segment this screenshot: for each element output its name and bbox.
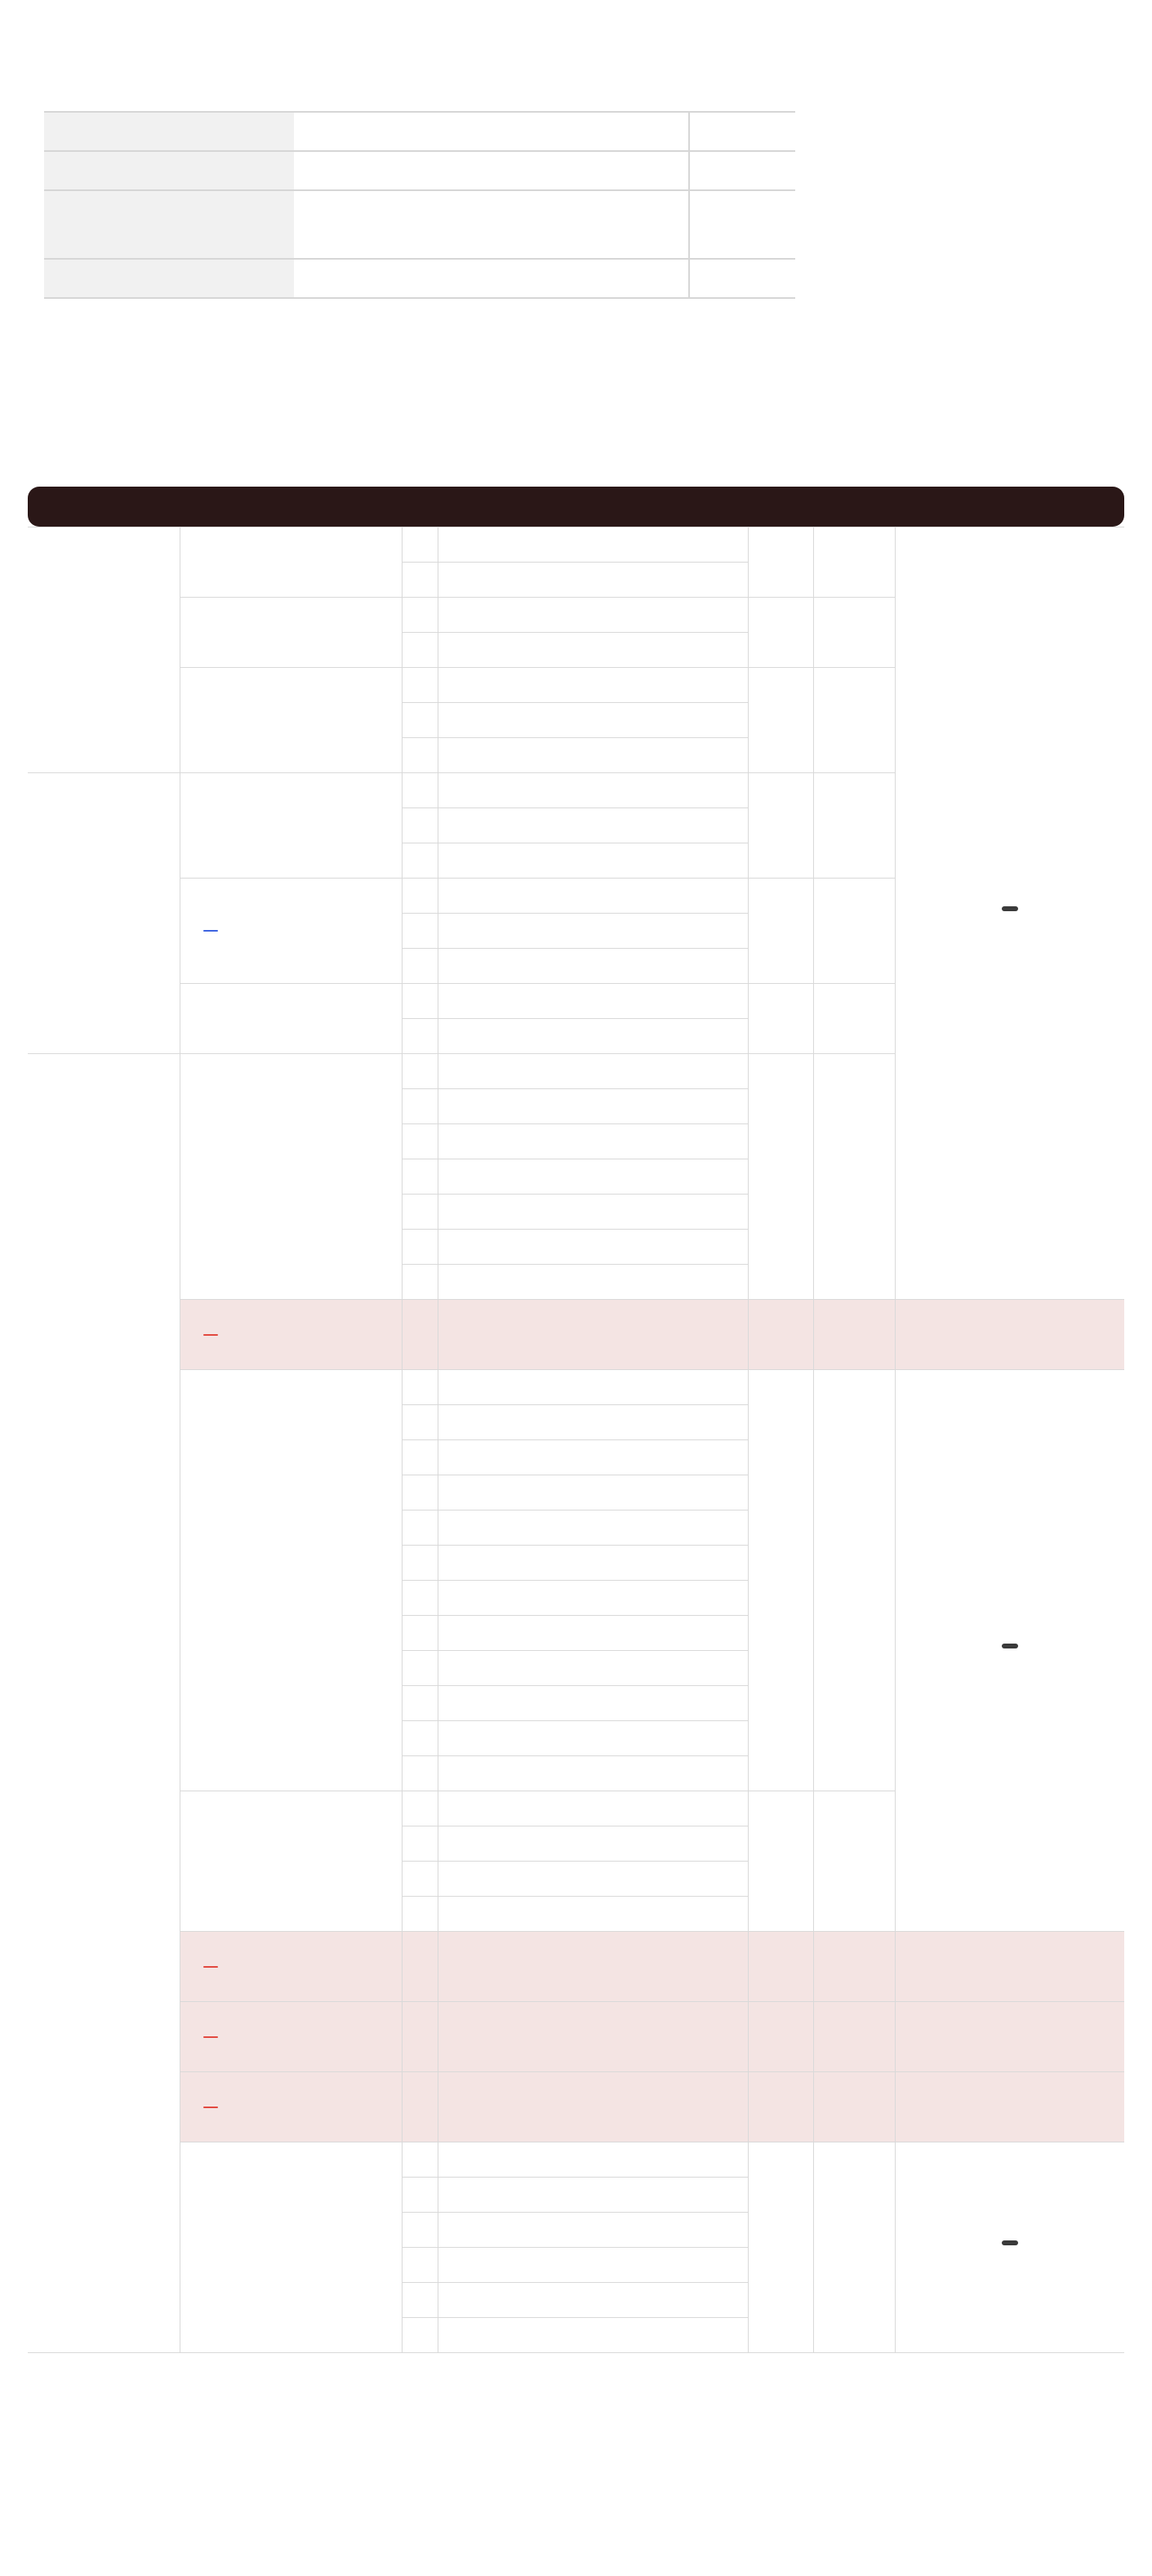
lecture-number-line (197, 2036, 402, 2038)
session-detail (438, 2178, 748, 2213)
session-detail (438, 1230, 748, 1265)
session-detail (438, 1089, 748, 1124)
session-number (402, 703, 438, 738)
session-detail (438, 1721, 748, 1756)
session-number (402, 1019, 438, 1054)
lecture-cell (180, 1300, 402, 1370)
instructor-cell (748, 879, 813, 984)
zoom-topic-cell (294, 259, 689, 298)
session-number (402, 843, 438, 879)
session-number (402, 1089, 438, 1124)
session-detail (438, 1651, 748, 1686)
lecture-number-line (197, 2107, 402, 2108)
session-number (402, 1651, 438, 1686)
recommended-badge (1002, 1644, 1018, 1648)
zoom-date-cell (44, 112, 294, 151)
recommended-date-cell (895, 527, 1124, 1300)
format-cell (813, 1054, 895, 1300)
instructor-cell (748, 773, 813, 879)
session-detail (438, 808, 748, 843)
curriculum-row (28, 1932, 1124, 2002)
instructor-cell (748, 2072, 813, 2142)
lecture-cell (180, 2142, 402, 2353)
session-number (402, 1265, 438, 1300)
session-detail (438, 949, 748, 984)
session-number (402, 1616, 438, 1651)
live-date-cell (895, 2002, 1124, 2072)
session-number (402, 1405, 438, 1440)
session-number (402, 527, 438, 563)
format-cell (813, 2072, 895, 2142)
zoom-row (44, 112, 795, 151)
session-number (402, 2248, 438, 2283)
session-detail (438, 1300, 748, 1370)
zoom-topic-cell (294, 151, 689, 190)
session-detail (438, 1405, 748, 1440)
session-detail (438, 563, 748, 598)
session-number (402, 1756, 438, 1791)
session-number (402, 1440, 438, 1475)
session-detail (438, 598, 748, 633)
session-number (402, 1932, 438, 2002)
live-badge (203, 2036, 218, 2038)
session-detail (438, 1546, 748, 1581)
session-number (402, 1546, 438, 1581)
instructor-cell (748, 984, 813, 1054)
session-number (402, 1791, 438, 1826)
session-detail (438, 633, 748, 668)
session-detail (438, 1195, 748, 1230)
header-detail (438, 487, 748, 527)
format-cell (813, 2002, 895, 2072)
instructor-cell (748, 1054, 813, 1300)
session-number (402, 2283, 438, 2318)
live-badge (203, 1334, 218, 1336)
curriculum-header (28, 487, 1124, 527)
format-cell (813, 598, 895, 668)
lecture-cell (180, 668, 402, 773)
format-cell (813, 1300, 895, 1370)
lecture-number-line (197, 1334, 402, 1336)
session-number (402, 808, 438, 843)
session-detail (438, 1159, 748, 1195)
session-detail (438, 914, 748, 949)
session-number (402, 1862, 438, 1897)
session-detail (438, 2002, 748, 2072)
session-number (402, 668, 438, 703)
format-cell (813, 1370, 895, 1791)
session-detail (438, 1897, 748, 1932)
zoom-topic-cell (294, 112, 689, 151)
subject-cell (28, 1054, 180, 2353)
zoom-row (44, 151, 795, 190)
curriculum-row (28, 2142, 1124, 2178)
session-detail (438, 1510, 748, 1546)
live-date-cell (895, 1932, 1124, 2002)
live-badge (203, 2107, 218, 2108)
zoom-instructor-cell (689, 151, 795, 190)
format-cell (813, 2142, 895, 2353)
session-number (402, 1510, 438, 1546)
session-detail (438, 1019, 748, 1054)
session-detail (438, 1791, 748, 1826)
session-number (402, 1159, 438, 1195)
curriculum-row (28, 2072, 1124, 2142)
zoom-date-cell (44, 259, 294, 298)
header-session (402, 487, 438, 527)
lecture-cell (180, 1054, 402, 1300)
session-detail (438, 2318, 748, 2353)
session-number (402, 1897, 438, 1932)
lecture-cell (180, 1370, 402, 1791)
format-cell (813, 527, 895, 598)
zoom-topic-cell (294, 190, 689, 259)
session-number (402, 773, 438, 808)
format-cell (813, 668, 895, 773)
session-detail (438, 1686, 748, 1721)
session-detail (438, 2213, 748, 2248)
lecture-cell (180, 527, 402, 598)
format-cell (813, 1791, 895, 1932)
session-detail (438, 1581, 748, 1616)
format-cell (813, 1932, 895, 2002)
session-number (402, 2002, 438, 2072)
session-detail (438, 1265, 748, 1300)
lecture-cell (180, 2072, 402, 2142)
curriculum-row (28, 2002, 1124, 2072)
lecture-number-line (197, 930, 402, 932)
header-subject (28, 487, 180, 527)
header-topic (180, 487, 402, 527)
recommended-date-cell (895, 1370, 1124, 1932)
recommended-badge (1002, 2240, 1018, 2245)
live-date-cell (895, 2072, 1124, 2142)
canvas-badge (203, 930, 218, 932)
session-detail (438, 1862, 748, 1897)
header-format (813, 487, 895, 527)
session-detail (438, 2248, 748, 2283)
session-detail (438, 879, 748, 914)
zoom-row (44, 190, 795, 259)
session-number (402, 2178, 438, 2213)
session-detail (438, 1440, 748, 1475)
session-number (402, 2213, 438, 2248)
session-detail (438, 738, 748, 773)
recommended-badge (1002, 906, 1018, 911)
session-detail (438, 1475, 748, 1510)
session-detail (438, 1124, 748, 1159)
lecture-cell (180, 598, 402, 668)
session-number (402, 2318, 438, 2353)
session-number (402, 1686, 438, 1721)
zoom-instructor-cell (689, 112, 795, 151)
format-cell (813, 879, 895, 984)
zoom-row (44, 259, 795, 298)
session-number (402, 2072, 438, 2142)
lecture-cell (180, 984, 402, 1054)
live-badge (203, 1966, 218, 1968)
session-detail (438, 1054, 748, 1089)
instructor-cell (748, 1932, 813, 2002)
zoom-instructor-cell (689, 190, 795, 259)
session-number (402, 1124, 438, 1159)
lecture-cell (180, 1791, 402, 1932)
curriculum-row (28, 1300, 1124, 1370)
session-number (402, 984, 438, 1019)
session-number (402, 1370, 438, 1405)
session-number (402, 738, 438, 773)
zoom-date-cell (44, 190, 294, 259)
session-number (402, 1721, 438, 1756)
session-detail (438, 2283, 748, 2318)
recommended-date-cell (895, 2142, 1124, 2353)
curriculum-row (28, 527, 1124, 563)
session-number (402, 1475, 438, 1510)
instructor-cell (748, 2002, 813, 2072)
subject-cell (28, 773, 180, 1054)
session-number (402, 1230, 438, 1265)
session-detail (438, 527, 748, 563)
session-detail (438, 1932, 748, 2002)
session-detail (438, 2142, 748, 2178)
session-detail (438, 668, 748, 703)
live-date-cell (895, 1300, 1124, 1370)
session-number (402, 949, 438, 984)
session-number (402, 598, 438, 633)
lecture-cell (180, 879, 402, 984)
session-detail (438, 843, 748, 879)
instructor-cell (748, 527, 813, 598)
curriculum-row (28, 1370, 1124, 1405)
session-number (402, 1300, 438, 1370)
session-number (402, 1195, 438, 1230)
curriculum-table (28, 527, 1124, 2353)
header-instructor (748, 487, 813, 527)
session-number (402, 1054, 438, 1089)
session-number (402, 1581, 438, 1616)
header-date (895, 487, 1124, 527)
lecture-cell (180, 2002, 402, 2072)
format-cell (813, 773, 895, 879)
lecture-cell (180, 773, 402, 879)
lecture-cell (180, 1932, 402, 2002)
session-detail (438, 703, 748, 738)
session-detail (438, 773, 748, 808)
lecture-number-line (197, 1966, 402, 1968)
session-number (402, 2142, 438, 2178)
format-cell (813, 984, 895, 1054)
session-detail (438, 1370, 748, 1405)
session-detail (438, 2072, 748, 2142)
zoom-instructor-cell (689, 259, 795, 298)
instructor-cell (748, 598, 813, 668)
instructor-cell (748, 1791, 813, 1932)
session-number (402, 1826, 438, 1862)
instructor-cell (748, 1300, 813, 1370)
zoom-date-cell (44, 151, 294, 190)
instructor-cell (748, 1370, 813, 1791)
session-number (402, 879, 438, 914)
session-number (402, 633, 438, 668)
session-number (402, 563, 438, 598)
session-detail (438, 1756, 748, 1791)
subject-cell (28, 527, 180, 773)
zoom-schedule-table (44, 111, 795, 299)
instructor-cell (748, 668, 813, 773)
session-number (402, 914, 438, 949)
instructor-cell (748, 2142, 813, 2353)
session-detail (438, 1826, 748, 1862)
session-detail (438, 1616, 748, 1651)
session-detail (438, 984, 748, 1019)
